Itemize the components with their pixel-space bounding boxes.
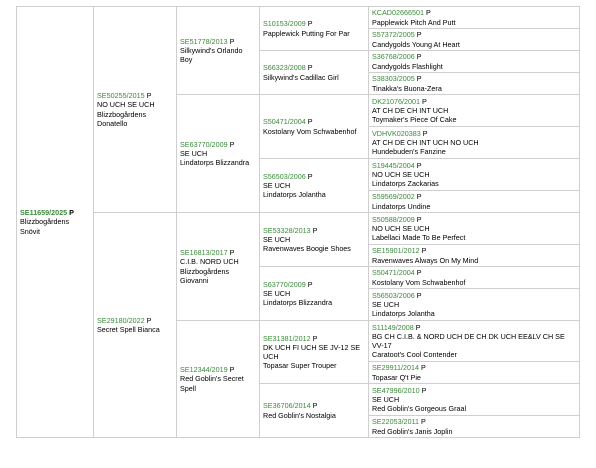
ancestor-name: Red Goblin's Gorgeous Graal	[372, 404, 467, 414]
ancestor-cell	[260, 213, 369, 267]
ancestor-name: Papplewick Putting For Par	[263, 28, 350, 38]
ancestor-name: Lindatorps Blizzandra	[263, 298, 333, 308]
pedigree	[16, 6, 580, 438]
ancestor-sex: P	[421, 363, 426, 373]
ancestor-sex: P	[229, 365, 235, 375]
ancestor-name: Candygolds Flashlight	[372, 61, 443, 71]
ancestor-sex: P	[307, 279, 313, 289]
ancestor-sex: P	[416, 74, 422, 84]
ancestor-sex: P	[416, 160, 422, 170]
ancestor-name: Red Goblin's Janis Joplin	[372, 426, 453, 436]
ancestor-titles: SE UCH	[372, 394, 400, 404]
ancestor-cell	[369, 384, 580, 416]
ancestor-name: Lindatorps Blizzandra	[180, 158, 250, 168]
ancestor-titles: NO UCH SE UCH	[97, 100, 155, 110]
ancestor-cell	[369, 7, 580, 29]
ancestor-reg-link[interactable]: SE12344/2019	[180, 365, 228, 375]
ancestor-cell	[369, 51, 580, 73]
ancestor-cell	[177, 321, 260, 438]
ancestor-sex: P	[415, 322, 421, 332]
ancestor-cell	[177, 213, 260, 321]
ancestor-cell	[260, 267, 369, 321]
sire-cell	[94, 7, 177, 213]
ancestor-reg-link[interactable]: S57372/2005	[372, 30, 415, 40]
ancestor-cell	[260, 95, 369, 159]
ancestor-reg-link[interactable]: S50471/2004	[263, 117, 306, 127]
ancestor-name: Silkywind's Orlando Boy	[180, 45, 243, 65]
ancestor-name: Lindatorps Undine	[372, 201, 431, 211]
ancestor-reg-link[interactable]: SE16813/2017	[180, 248, 228, 258]
ancestor-reg-link[interactable]: S56503/2006	[263, 171, 306, 181]
ancestor-sex: P	[416, 52, 422, 62]
ancestor-sex: P	[416, 214, 422, 224]
ancestor-sex: P	[416, 30, 422, 40]
ancestor-name: Lindatorps Jolantha	[263, 190, 326, 200]
ancestor-reg-link[interactable]: S66323/2008	[263, 63, 306, 73]
ancestor-name: Papplewick Pitch And Putt	[372, 17, 456, 27]
ancestor-name: Lindatorps Jolantha	[372, 309, 435, 319]
ancestor-name: Ravenwaves Boogie Shoes	[263, 244, 351, 254]
ancestor-sex: P	[425, 8, 431, 18]
ancestor-name: Topasar Super Trouper	[263, 361, 337, 371]
ancestor-cell	[369, 289, 580, 321]
ancestor-reg-link[interactable]: SE15901/2012	[372, 246, 420, 256]
ancestor-cell	[369, 245, 580, 267]
ancestor-titles: SE UCH	[263, 234, 291, 244]
ancestor-reg-link[interactable]: DK21076/2001	[372, 96, 420, 106]
ancestor-reg-link[interactable]: S63770/2009	[263, 279, 306, 289]
subject-cell	[17, 7, 94, 438]
ancestor-cell	[369, 95, 580, 127]
ancestor-cell	[369, 191, 580, 213]
ancestor-reg-link[interactable]: SE29180/2022	[97, 315, 145, 325]
ancestor-cell	[369, 29, 580, 51]
ancestor-cell	[369, 213, 580, 245]
ancestor-cell	[369, 267, 580, 289]
ancestor-name: Blizzbogårdens Donatello	[97, 109, 147, 128]
ancestor-name: Candygolds Young At Heart	[372, 39, 460, 49]
ancestor-reg-link[interactable]: SE53328/2013	[263, 225, 311, 235]
ancestor-name: Tinakka's Buona-Zera	[372, 83, 442, 93]
table-row	[17, 213, 580, 245]
ancestor-titles: NO UCH SE UCH	[372, 223, 430, 233]
ancestor-cell	[260, 384, 369, 438]
ancestor-name: Labellaci Made To Be Perfect	[372, 233, 466, 243]
ancestor-titles: BG CH C.I.B. & NORD UCH DE CH DK UCH EE&LV CH SE VV-17	[372, 331, 565, 350]
ancestor-titles: SE UCH	[180, 148, 208, 158]
ancestor-titles: SE UCH	[263, 180, 291, 190]
ancestor-cell	[369, 73, 580, 95]
ancestor-reg-link[interactable]: S50588/2009	[372, 214, 415, 224]
ancestor-sex: P	[229, 248, 235, 258]
ancestor-reg-link[interactable]: S56503/2006	[372, 290, 415, 300]
ancestor-cell	[260, 7, 369, 51]
ancestor-cell	[260, 159, 369, 213]
ancestor-sex: P	[146, 91, 152, 101]
ancestor-cell	[369, 362, 580, 384]
ancestor-titles: AT CH DE CH INT UCH	[372, 105, 449, 115]
ancestor-reg-link[interactable]: S59569/2002	[372, 192, 415, 202]
ancestor-reg-link[interactable]: S38303/2005	[372, 74, 415, 84]
ancestor-name: Secret Spell Bianca	[97, 325, 160, 334]
ancestor-name: Kostolany Vom Schwabenhof	[263, 126, 357, 136]
ancestor-name: Hundebuden's Fanzine	[372, 147, 446, 157]
ancestor-name: Kostolany Vom Schwabenhof	[372, 277, 466, 287]
ancestor-sex: P	[416, 290, 422, 300]
ancestor-reg-link[interactable]: KCAD02666501	[372, 8, 424, 18]
ancestor-reg-link[interactable]: SE29911/2014	[372, 363, 420, 373]
ancestor-cell	[177, 7, 260, 95]
ancestor-titles: AT CH DE CH INT UCH NO UCH	[372, 137, 479, 147]
pedigree-table	[16, 6, 580, 438]
ancestor-reg-link[interactable]: S36768/2006	[372, 52, 415, 62]
ancestor-name: Silkywind's Cadillac Girl	[263, 72, 339, 82]
ancestor-sex: P	[416, 268, 422, 278]
subject-name: Blizzbogårdens Snövit	[20, 217, 70, 236]
ancestor-reg-link[interactable]: S11149/2008	[372, 322, 414, 332]
ancestor-cell	[369, 416, 580, 438]
ancestor-name: Lindatorps Zackarias	[372, 179, 439, 189]
ancestor-reg-link[interactable]: SE63770/2009	[180, 139, 228, 149]
ancestor-name: Caratoot's Cool Contender	[372, 350, 457, 360]
ancestor-sex: P	[421, 417, 426, 427]
ancestor-reg-link[interactable]: S10153/2009	[263, 19, 306, 29]
ancestor-name: Red Goblin's Secret Spell	[180, 374, 244, 393]
ancestor-name: Ravenwaves Always On My Mind	[372, 255, 479, 265]
ancestor-name: Red Goblin's Nostalgia	[263, 410, 336, 420]
ancestor-cell	[177, 95, 260, 213]
ancestor-reg-link[interactable]: SE22053/2011	[372, 417, 420, 427]
ancestor-reg-link[interactable]: S50471/2004	[372, 268, 415, 278]
ancestor-cell	[369, 159, 580, 191]
ancestor-reg-link[interactable]: SE50255/2015	[97, 91, 145, 101]
ancestor-sex: P	[421, 96, 427, 106]
ancestor-sex: P	[146, 315, 152, 325]
subject-sex: P	[69, 208, 74, 218]
ancestor-sex: P	[307, 19, 313, 29]
ancestor-reg-link[interactable]: VDHVK020383	[372, 128, 421, 138]
ancestor-cell	[369, 127, 580, 159]
ancestor-titles: DK UCH FI UCH SE JV-12 SE UCH	[263, 342, 361, 361]
ancestor-cell	[369, 321, 580, 362]
ancestor-sex: P	[421, 246, 427, 256]
subject-reg-link[interactable]: SE11659/2025	[20, 208, 68, 218]
dam-cell	[94, 213, 177, 438]
ancestor-titles: SE UCH	[263, 288, 291, 298]
ancestor-name: Toymaker's Piece Of Cake	[372, 115, 457, 125]
ancestor-cell	[260, 51, 369, 95]
ancestor-cell	[260, 321, 369, 384]
ancestor-sex: P	[307, 117, 313, 127]
ancestor-reg-link[interactable]: SE51778/2013	[180, 36, 228, 46]
ancestor-titles: C.I.B. NORD UCH	[180, 257, 239, 267]
ancestor-sex: P	[312, 225, 318, 235]
ancestor-sex: P	[229, 139, 235, 149]
ancestor-name: Topasar Q't Pie	[372, 372, 421, 382]
ancestor-sex: P	[421, 385, 427, 395]
ancestor-reg-link[interactable]: S19445/2004	[372, 160, 415, 170]
table-row	[17, 7, 580, 29]
ancestor-titles: NO UCH SE UCH	[372, 169, 430, 179]
ancestor-titles: SE UCH	[372, 299, 400, 309]
ancestor-sex: P	[229, 36, 235, 46]
ancestor-sex: P	[312, 401, 318, 411]
ancestor-sex: P	[312, 333, 318, 343]
ancestor-reg-link[interactable]: SE47996/2010	[372, 385, 420, 395]
ancestor-sex: P	[416, 192, 422, 202]
ancestor-sex: P	[422, 128, 428, 138]
ancestor-sex: P	[307, 171, 313, 181]
ancestor-name: Blizzbogårdens Giovanni	[180, 266, 230, 285]
ancestor-reg-link[interactable]: SE31381/2012	[263, 333, 311, 343]
ancestor-sex: P	[307, 63, 313, 73]
ancestor-reg-link[interactable]: SE36706/2014	[263, 401, 311, 411]
